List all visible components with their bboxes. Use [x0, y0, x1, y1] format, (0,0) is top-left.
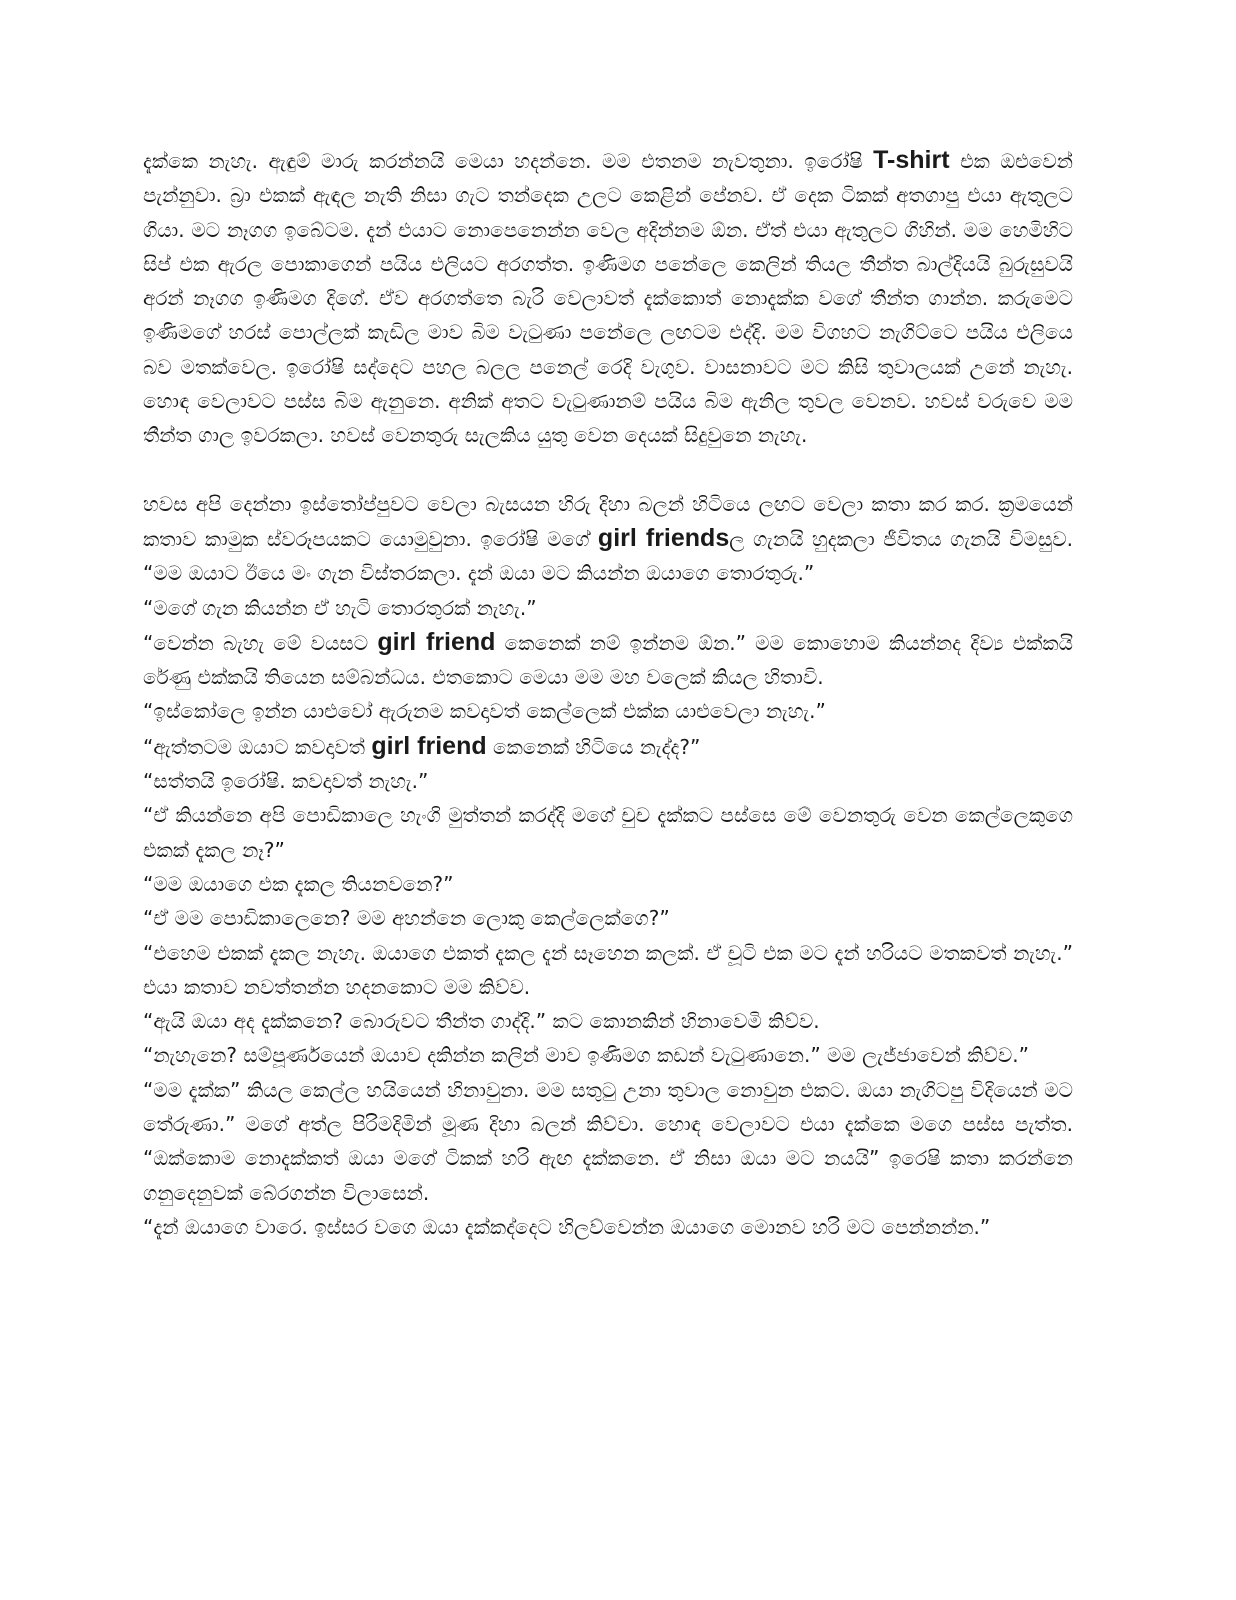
paragraph [143, 694, 1073, 728]
document-body [143, 143, 1073, 1244]
text-run: එක ඔළුවෙන් පැන්නුවා. [143, 149, 1073, 208]
text-run: “ඇත්තටම ඔයාට කවදාවත් [143, 734, 372, 759]
text-run: දැක්කෙ නැහැ. ඇඳුම් මාරු කරන්නයි මෙයා හදන්නෙ. මම එතනම නැවතුනා. ඉරෝෂි [143, 149, 874, 173]
text-run: හවස අපි දෙන්නා ඉස්තෝප්පුවට වෙලා බැසයන හිරු දිහා බලන් හිටියෙ ලඟට වෙලා කතා කර කර. ක්‍රමයෙන් කතාව කාමුක ස්වරූපයකට යොමුවුනා. ඉරෝෂි මගේ [143, 491, 1073, 551]
paragraph [143, 143, 1073, 453]
text-run: බ්‍රා එකක් ඇඳල නැති නිසා ගැට තන්දෙක උලට කෙළින් පේනව. ඒ දෙක ටිකක් අතගාපු එයා ඇතුලට ගියා. මට නෑගග ඉබේටම. දැන් එයාට නොපෙනෙන්න වෙල අදින්නම ඕන. ඒත් එයා ඇතුලට ගිහින්. මම හෙමිහිට සිප් එක ඇරල පොකාගෙන් පයිය එලියට අරගත්ත. ඉණිමග පනේලෙ කෙලින් තියල තීන්ත බාල්දියයි බුරුසුවයි අරන් නෑගග ඉණිමග දිගේ. ඒව අරගත්තෙ බැරි වෙලාවත් දැක්කොත් නොදැක්ක වගේ තීන්ත ගාන්න. කරුමෙට ඉණිමගේ හරස් පොල්ලක් කැඩිල මාව බිම වැටුණා පනේලෙ ලඟටම එද්දි. මම විගහට නැගිට්ටෙ පයිය එලියෙ බව මතක්වෙල. ඉරෝෂි සද්දෙට පහල බලල පනෙල් රෙදි වැගුව. වාසනාවට මට කිසි තුවාලයක් උනේ නැහැ. හොඳ වෙලාවට පස්ස බිම ඇනුනෙ. අනික් අතට වැටුණානම් පයිය බිම ඇනිල තුවල වෙනව. හවස් වරුවෙ මම තීන්ත ගාල ඉවරකලා. හවස් වෙනතුරු සැලකිය යුතු වෙන දෙයක් සිදුවුනෙ නැහැ. [143, 183, 1073, 448]
paragraph [143, 591, 1073, 625]
paragraph [143, 1004, 1073, 1038]
text-run: “එහෙම එකක් දැකල නැහැ. ඔයාගෙ එකත් දැකල දැන් සෑහෙන කලක්. ඒ චූටි එක මට දැන් හරියට මතකවත් නැහැ.” එයා කතාව නවත්තන්න හදනකොට මම කිව්ව. [143, 940, 1073, 999]
text-run: “සත්තයි ඉරෝෂි. කවදාවත් නැහැ.” [143, 769, 429, 794]
document-page [143, 143, 1073, 1443]
text-run: “මගේ ගැන කියන්න ඒ හැටි තොරතුරක් නැහැ.” [143, 595, 537, 620]
paragraph [143, 729, 1073, 764]
text-run: “දැන් ඔයාගෙ වාරෙ. ඉස්සර වගෙ ඔයා දැක්කද්දෙට හිලව්වෙන්න ඔයාගෙ මොනව හරි මට පෙන්නන්න.” [143, 1214, 991, 1239]
paragraph [143, 1073, 1073, 1210]
paragraph [143, 867, 1073, 901]
text-run: “නැහැනෙ? සම්පූර්ණයෙන් ඔයාව දකින්න කලින් මාව ඉණිමග කඩන් වැටුණානෙ.” මම ලැජ්ජාවෙන් කිව්ව.” [143, 1043, 1029, 1068]
text-run: “මම දැක්ක” කියල කෙල්ල හයියෙන් හිනාවුනා. මම සතුටු උනා තුවාල නොවුන එකට. ඔයා නැගිටපු විදියෙන් මට තේරුණා.” මගේ අත්ල පිරිමදිමින් මූණ දිහා බලන් කිව්වා. හොඳ වෙලාවට එයා දැක්කෙ මගෙ පස්ස පැත්ත. “ඔක්කොම නොදැක්කත් ඔයා මගේ ටිකක් හරි ඇඟ දැක්කනෙ. ඒ නිසා ඔයා මට නයයි” ඉරෙෂි කතා කරන්නෙ ගනුදෙනුවක් බේරගන්න විලාසෙන්. [143, 1077, 1073, 1205]
text-run: “ඒ කියන්නෙ අපි පොඩිකාලෙ හැංගි මුත්තන් කරද්දි මගේ චුච දැක්කට පස්සෙ මේ වෙනතුරු වෙන කෙල්ලෙකුගෙ එකක් දැකල නෑ?” [143, 803, 1073, 862]
paragraph [143, 936, 1073, 1005]
english-term: girl friend [377, 627, 496, 656]
paragraph [143, 1210, 1073, 1244]
text-run: “වෙන්න බැහැ මේ වයසට [143, 630, 378, 655]
paragraph [143, 1038, 1073, 1072]
text-run: “ඇයි ඔයා අද දැක්කනෙ? බොරුවට තීන්ත ගාද්දි.” කට කොනකින් හිනාවෙමි කිව්ව. [143, 1009, 820, 1034]
english-term: T-shirt [873, 146, 950, 174]
english-term: girl friend [371, 731, 487, 760]
text-run: ල ගැනයි හුදකලා ජීවිතය ගැනයි විමසුව. “මම ඔයාට ඊයෙ මං ගැන විස්තරකලා. දැන් ඔයා මට කියන්න ඔයාගෙ තොරතුරු.” [143, 526, 1073, 586]
paragraph [143, 625, 1073, 695]
text-run: කෙනෙක් හිටියෙ නැද්ද?” [486, 734, 701, 759]
text-run: “මම ඔයාගෙ එක දැකල තියනවනෙ?” [143, 871, 454, 896]
paragraph [143, 901, 1073, 935]
paragraph [143, 764, 1073, 798]
text-run: කෙනෙක් නම් ඉන්නම ඕන.” මම කොහොම කියන්නද දිව්‍ය එක්කයි රේණු එක්කයි තියෙන සම්බන්ධය. එතකොට මෙයා මම මහ වලෙක් කියල හිතාවි. [143, 630, 1073, 690]
text-run: “ඒ මම පොඩිකාලෙනෙ? මම අහන්නෙ ලොකු කෙල්ලෙක්ගෙ?” [143, 906, 670, 931]
paragraph [143, 798, 1073, 867]
paragraph [143, 487, 1073, 591]
text-run: “ඉස්කෝලෙ ඉන්න යාළුවෝ ඇරුනම කවදාවත් කෙල්ලෙක් එක්ක යාළුවෙලා නැහැ.” [143, 699, 826, 724]
english-term: girl friends [597, 523, 730, 552]
